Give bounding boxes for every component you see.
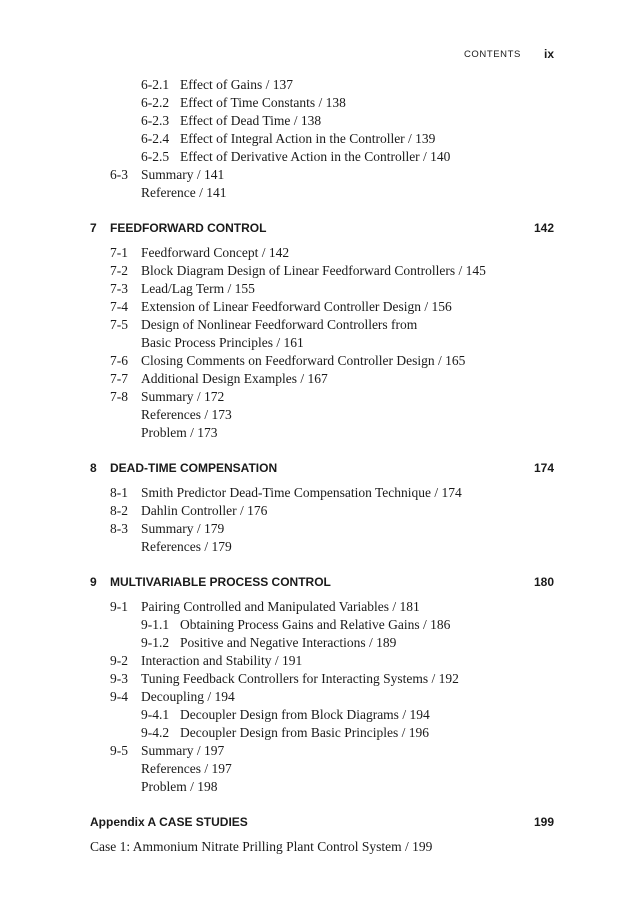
toc-entry-9-4-2[interactable] bbox=[0, 724, 638, 742]
toc-entry-ch8-references[interactable] bbox=[0, 538, 638, 556]
running-title: CONTENTS bbox=[463, 49, 521, 60]
toc-entry-8-1[interactable] bbox=[0, 484, 638, 502]
entry-text: Obtaining Process Gains and Relative Gains / 186 bbox=[180, 617, 451, 632]
entry-text: Pairing Controlled and Manipulated Variables / 181 bbox=[141, 599, 420, 614]
entry-text: Tuning Feedback Controllers for Interacting Systems / 192 bbox=[141, 671, 459, 686]
appendix-page: 199 bbox=[533, 815, 554, 829]
toc-entry-9-4[interactable] bbox=[0, 688, 638, 706]
entry-text: Block Diagram Design of Linear Feedforward Controllers / 145 bbox=[141, 263, 486, 278]
entry-text: Decoupler Design from Block Diagrams / 194 bbox=[180, 707, 430, 722]
appendix-title: Appendix A CASE STUDIES bbox=[90, 815, 248, 829]
chapter-number: 8 bbox=[90, 461, 97, 475]
entry-text: Positive and Negative Interactions / 189 bbox=[180, 635, 397, 650]
entry-text: Reference / 141 bbox=[141, 185, 227, 200]
entry-number: 7-3 bbox=[110, 281, 128, 296]
entry-number: 9-4.2 bbox=[141, 725, 170, 740]
entry-text: Effect of Time Constants / 138 bbox=[180, 95, 346, 110]
toc-entry-7-4[interactable] bbox=[0, 298, 638, 316]
toc-entry-ch7-references[interactable] bbox=[0, 406, 638, 424]
entry-number: 8-3 bbox=[110, 521, 128, 536]
entry-number: 7-2 bbox=[110, 263, 128, 278]
entry-text: Problem / 198 bbox=[141, 779, 218, 794]
entry-number: 9-3 bbox=[110, 671, 128, 686]
entry-text: Summary / 172 bbox=[141, 389, 225, 404]
entry-number: 7-5 bbox=[110, 317, 128, 332]
entry-number: 9-4.1 bbox=[141, 707, 170, 722]
chapter-title: MULTIVARIABLE PROCESS CONTROL bbox=[110, 575, 331, 589]
entry-text: Design of Nonlinear Feedforward Controllers from bbox=[141, 317, 418, 332]
entry-text: Smith Predictor Dead-Time Compensation Technique / 174 bbox=[141, 485, 462, 500]
entry-text: References / 197 bbox=[141, 761, 232, 776]
toc-entry-7-5[interactable] bbox=[0, 316, 638, 334]
entry-number: 9-4 bbox=[110, 689, 128, 704]
chapter-page: 180 bbox=[533, 575, 554, 589]
entry-number: 6-2.2 bbox=[141, 95, 170, 110]
entry-number: 6-3 bbox=[110, 167, 128, 182]
entry-text: References / 179 bbox=[141, 539, 232, 554]
toc-entry-6-2-1[interactable] bbox=[0, 76, 638, 94]
toc-entry-6-2-3[interactable] bbox=[0, 112, 638, 130]
entry-number: 8-1 bbox=[110, 485, 128, 500]
entry-text: Extension of Linear Feedforward Controller Design / 156 bbox=[141, 299, 452, 314]
page-number: ix bbox=[543, 47, 554, 61]
entry-text: References / 173 bbox=[141, 407, 232, 422]
toc-entry-ch9-references[interactable] bbox=[0, 760, 638, 778]
chapter-page: 174 bbox=[533, 461, 554, 475]
toc-entry-6-2-4[interactable] bbox=[0, 130, 638, 148]
entry-number: 7-6 bbox=[110, 353, 128, 368]
entry-number: 6-2.5 bbox=[141, 149, 170, 164]
entry-text: Effect of Derivative Action in the Controller / 140 bbox=[180, 149, 451, 164]
toc-entry-7-7[interactable] bbox=[0, 370, 638, 388]
entry-text: Effect of Integral Action in the Controller / 139 bbox=[180, 131, 436, 146]
entry-number: 9-1 bbox=[110, 599, 128, 614]
entry-text: Summary / 179 bbox=[141, 521, 225, 536]
toc-entry-9-4-1[interactable] bbox=[0, 706, 638, 724]
entry-text: Dahlin Controller / 176 bbox=[141, 503, 268, 518]
toc-entry-6-2-2[interactable] bbox=[0, 94, 638, 112]
entry-text: Effect of Dead Time / 138 bbox=[180, 113, 322, 128]
toc-entry-9-3[interactable] bbox=[0, 670, 638, 688]
entry-number: 7-4 bbox=[110, 299, 128, 314]
toc-entry-7-2[interactable] bbox=[0, 262, 638, 280]
entry-number: 7-7 bbox=[110, 371, 128, 386]
entry-text: Summary / 141 bbox=[141, 167, 225, 182]
entry-text: Lead/Lag Term / 155 bbox=[141, 281, 255, 296]
toc-entry-6-3[interactable] bbox=[0, 166, 638, 184]
chapter-title: FEEDFORWARD CONTROL bbox=[110, 221, 267, 235]
entry-number: 7-1 bbox=[110, 245, 128, 260]
chapter-number: 9 bbox=[90, 575, 97, 589]
chapter-heading-9[interactable] bbox=[0, 570, 638, 594]
chapter-title: DEAD-TIME COMPENSATION bbox=[110, 461, 278, 475]
toc-entry-7-1[interactable] bbox=[0, 244, 638, 262]
toc-entry-ch9-problem[interactable] bbox=[0, 778, 638, 796]
toc-entry-9-1-1[interactable] bbox=[0, 616, 638, 634]
chapter-number: 7 bbox=[90, 221, 97, 235]
toc-entry-9-1-2[interactable] bbox=[0, 634, 638, 652]
appendix-heading-a[interactable] bbox=[0, 810, 638, 834]
entry-text: Decoupler Design from Basic Principles / 196 bbox=[180, 725, 429, 740]
entry-number: 9-2 bbox=[110, 653, 128, 668]
toc-entry-9-2[interactable] bbox=[0, 652, 638, 670]
chapter-heading-8[interactable] bbox=[0, 456, 638, 480]
chapter-page: 142 bbox=[533, 221, 554, 235]
entry-number: 8-2 bbox=[110, 503, 128, 518]
entry-text: Interaction and Stability / 191 bbox=[141, 653, 303, 668]
entry-text: Closing Comments on Feedforward Controller Design / 165 bbox=[141, 353, 466, 368]
toc-entry-ch7-problem[interactable] bbox=[0, 424, 638, 442]
entry-number: 7-8 bbox=[110, 389, 128, 404]
entry-number: 9-1.1 bbox=[141, 617, 170, 632]
entry-number: 9-5 bbox=[110, 743, 128, 758]
entry-text: Decoupling / 194 bbox=[141, 689, 235, 704]
entry-text: Additional Design Examples / 167 bbox=[141, 371, 328, 386]
entry-text: Problem / 173 bbox=[141, 425, 218, 440]
entry-number: 6-2.1 bbox=[141, 77, 170, 92]
toc-entry-7-8[interactable] bbox=[0, 388, 638, 406]
toc-entry-case-1[interactable] bbox=[0, 838, 638, 856]
toc-entry-8-3[interactable] bbox=[0, 520, 638, 538]
toc-entry-7-5-continued[interactable] bbox=[0, 334, 638, 352]
toc-entry-7-3[interactable] bbox=[0, 280, 638, 298]
toc-entry-9-1[interactable] bbox=[0, 598, 638, 616]
entry-text: Effect of Gains / 137 bbox=[180, 77, 293, 92]
toc-entry-9-5[interactable] bbox=[0, 742, 638, 760]
entry-text: Feedforward Concept / 142 bbox=[141, 245, 290, 260]
chapter-heading-7[interactable] bbox=[0, 216, 638, 240]
entry-number: 6-2.4 bbox=[141, 131, 170, 146]
entry-text: Summary / 197 bbox=[141, 743, 225, 758]
toc-entry-ch6-reference[interactable] bbox=[0, 184, 638, 202]
entry-text: Basic Process Principles / 161 bbox=[141, 335, 304, 350]
entry-number: 6-2.3 bbox=[141, 113, 170, 128]
table-of-contents bbox=[0, 76, 638, 856]
running-header bbox=[0, 47, 638, 63]
toc-entry-8-2[interactable] bbox=[0, 502, 638, 520]
toc-entry-6-2-5[interactable] bbox=[0, 148, 638, 166]
toc-entry-7-6[interactable] bbox=[0, 352, 638, 370]
entry-number: 9-1.2 bbox=[141, 635, 170, 650]
entry-text: Case 1: Ammonium Nitrate Prilling Plant Control System / 199 bbox=[90, 839, 433, 854]
